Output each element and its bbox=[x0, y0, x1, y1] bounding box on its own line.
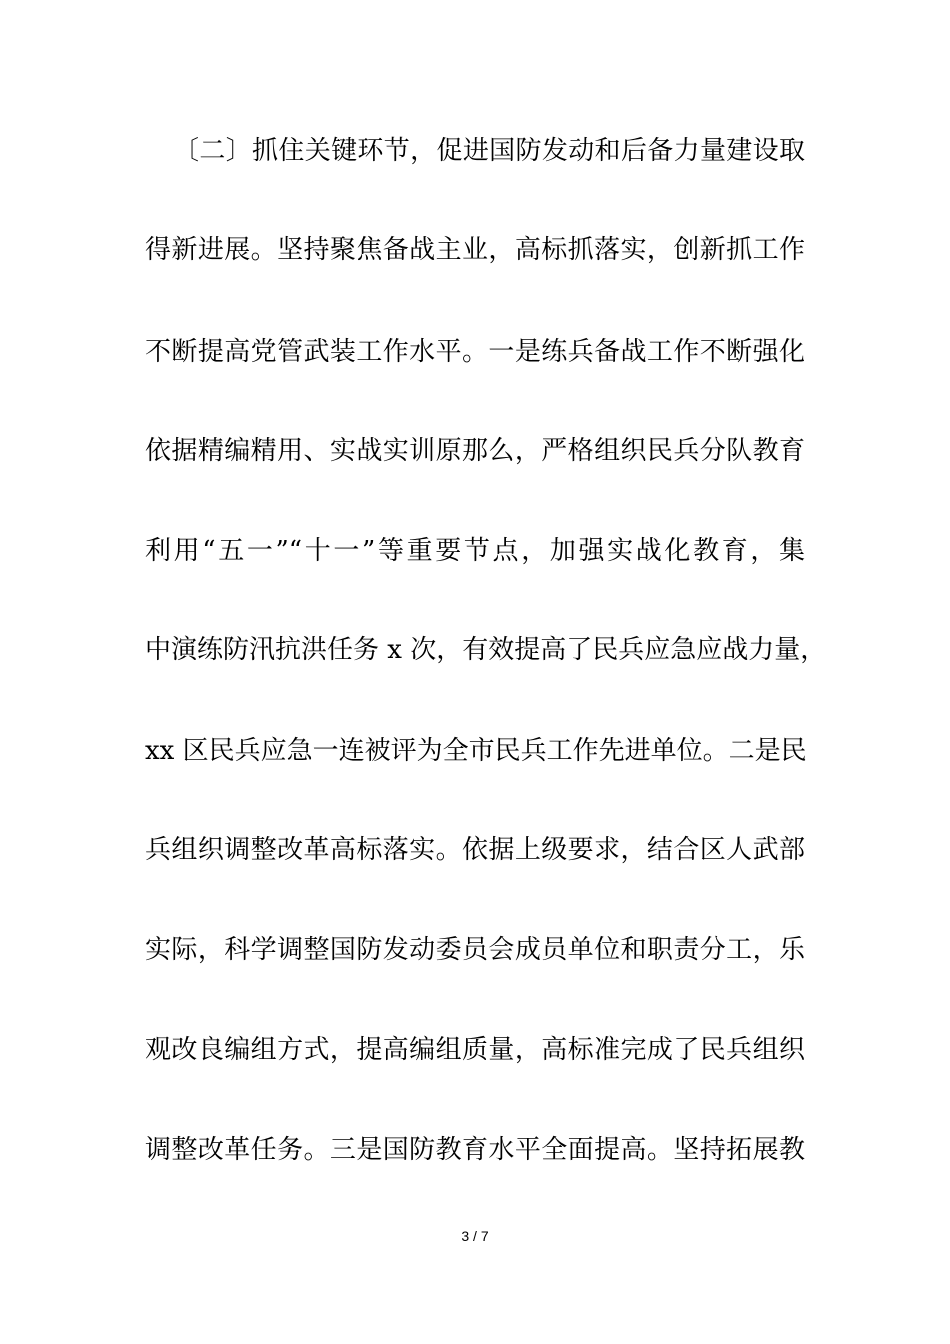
paragraph-line: 得新进展。坚持聚焦备战主业，高标抓落实，创新抓工作 bbox=[145, 235, 805, 265]
paragraph-line: 依据精编精用、实战实训原那么，严格组织民兵分队教育 bbox=[145, 436, 805, 466]
paragraph-line: 利用“五一”“十一”等重要节点，加强实战化教育，集 bbox=[145, 536, 805, 566]
paragraph-line: xx 区民兵应急一连被评为全市民兵工作先进单位。二是民 bbox=[145, 736, 807, 766]
paragraph-line: 调整改革任务。三是国防教育水平全面提高。坚持拓展教 bbox=[145, 1135, 805, 1165]
paragraph-line: 〔二〕抓住关键环节，促进国防发动和后备力量建设取 bbox=[173, 136, 805, 166]
paragraph-line: 观改良编组方式，提高编组质量，高标准完成了民兵组织 bbox=[145, 1035, 805, 1065]
paragraph-line: 兵组织调整改革高标落实。依据上级要求，结合区人武部 bbox=[145, 835, 805, 865]
page-number: 3 / 7 bbox=[461, 1228, 489, 1244]
paragraph-line: 实际，科学调整国防发动委员会成员单位和职责分工，乐 bbox=[145, 935, 805, 965]
paragraph-line: 中演练防汛抗洪任务 x 次，有效提高了民兵应急应战力量， bbox=[145, 635, 827, 665]
paragraph-line: 不断提高党管武装工作水平。一是练兵备战工作不断强化 bbox=[145, 337, 805, 367]
